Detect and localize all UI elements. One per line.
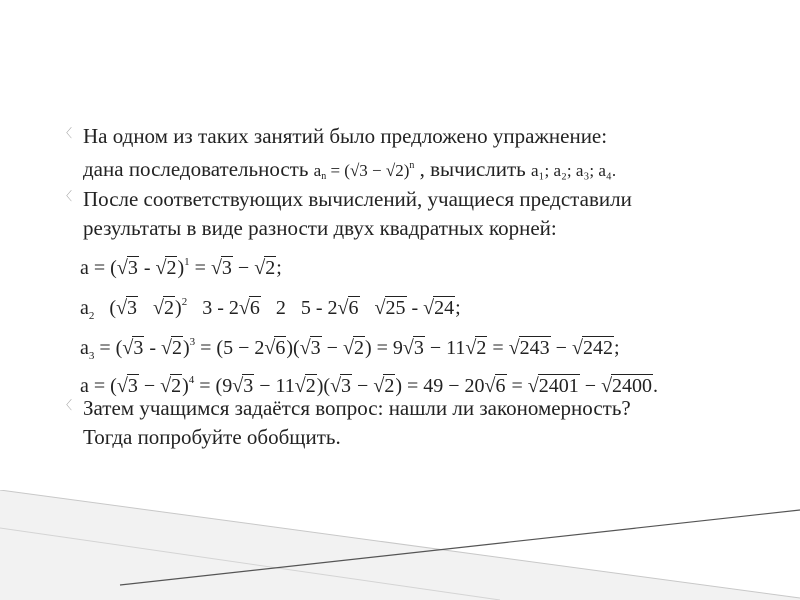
sqrt-3: √3 (116, 257, 138, 279)
sqrt-2: √2 (161, 337, 182, 359)
sqrt-6: √6 (238, 297, 260, 319)
sqrt-2: √2 (153, 297, 175, 319)
sequence-formula: an = $(√3 - √2)^n$ (313, 160, 415, 182)
sqrt-243: √243 (508, 337, 550, 359)
sqrt-2: √2 (254, 257, 276, 279)
bullet-text-3 (83, 394, 778, 452)
sqrt-2: √2 (373, 375, 395, 397)
equation-a2: $a_2$ (√3 √2)$^2$ 3 - 2√6 2 5 - 2√6 √25 - √24; (80, 296, 461, 322)
bullet-text-2 (83, 185, 778, 243)
bullet-icon: 〈 (60, 189, 73, 203)
sqrt-2: √2 (155, 257, 177, 279)
sqrt-2: √2 (342, 337, 364, 359)
bullet-3-line-2: Тогда попробуйте обобщить. (83, 425, 341, 449)
bullet-2-line-1: После соответствующих вычислений, учащиеся представили (83, 187, 632, 211)
sqrt-2: √2 (160, 375, 182, 397)
sqrt-3: √3 (122, 337, 144, 359)
sqrt-2401: √2401 (527, 375, 579, 397)
sqrt-242: √242 (571, 337, 613, 359)
bullet-2-line-2: результаты в виде разности двух квадратных корней: (83, 216, 557, 240)
bullet-icon: 〈 (60, 126, 73, 140)
compute-list: a₁; a₂; a₃; a₄. (531, 161, 617, 180)
sqrt-6: √6 (484, 375, 506, 397)
sqrt-3: √3 (210, 257, 232, 279)
sqrt-3: √3 (116, 375, 138, 397)
bullet-1-intro: дана последовательность (83, 157, 309, 181)
equation-a1: a = (√3 - √2)$^1$ = √3 − √2; (80, 248, 780, 290)
bullet-3-line-1: Затем учащимся задаётся вопрос: нашли ли закономерность? (83, 396, 631, 420)
bullet-text-1 (83, 122, 778, 191)
sqrt-3: √3 (402, 337, 424, 359)
sqrt-2: √2 (465, 337, 487, 359)
sqrt-25: √25 (374, 297, 406, 319)
sqrt-24: √24 (423, 297, 455, 319)
bullet-1-middle: , вычислить (414, 157, 526, 181)
bullet-icon: 〈 (60, 398, 73, 412)
sqrt-6: √6 (264, 337, 286, 359)
sqrt-3: √3 (299, 337, 321, 359)
sqrt-6: √6 (337, 297, 359, 319)
equation-a4: $a = (√3 - √2)^4 = (9√3 - 11√2)(√3 - √2) = 49 - 20√6 = √2401 - √2400$. (80, 366, 780, 408)
sqrt-3: √3 (330, 375, 352, 397)
bullet-1-line-1: На одном из таких занятий было предложено упражнение: (83, 124, 608, 148)
sqrt-3: √3 (116, 297, 138, 319)
decorative-lines (0, 490, 800, 600)
sqrt-2: √2 (294, 375, 316, 397)
sqrt-2400: √2400 (601, 375, 653, 397)
sqrt-3: √3 (232, 375, 254, 397)
equation-a3: $a_3 = (√3 - √2)^3 = (5 - 2√6)(√3 - √2) = 9√3 - 11√2 = √243 - √242$; (80, 336, 620, 362)
